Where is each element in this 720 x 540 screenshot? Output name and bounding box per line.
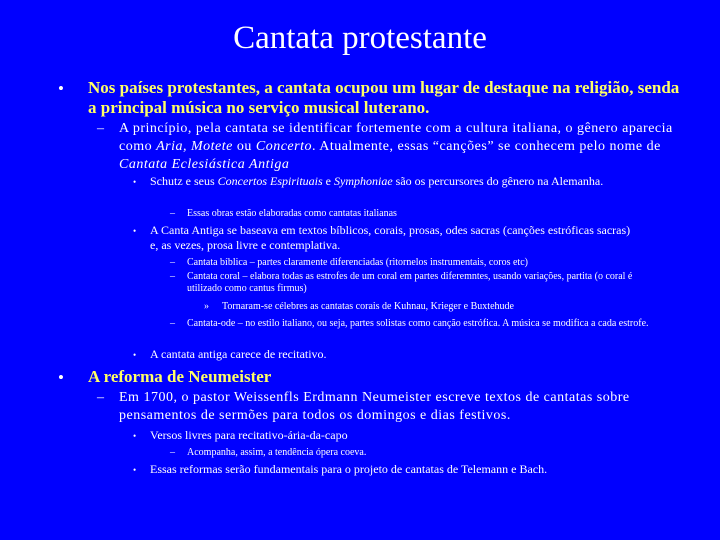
subbullet-schutz: Schutz e seus Concertos Espirituais e Symphoniae são os percursores do gênero na Alemanha.	[150, 174, 604, 188]
subbullet-neumeister-1700: Em 1700, o pastor Weissenfls Erdmann Neumeister escreve textos de cantatas sobre pensamentos de sermões para todos os domingos e dias festivos.	[119, 390, 630, 423]
subbullet-kuhnau: Tornaram-se célebres as cantatas corais de Kuhnau, Krieger e Buxtehude	[222, 301, 514, 312]
subbullet-telemann-bach: Essas reformas serão fundamentais para o projeto de cantatas de Telemann e Bach.	[150, 462, 548, 476]
dash-marker: –	[170, 447, 175, 458]
subbullet-recitativo: A cantata antiga carece de recitativo.	[150, 347, 327, 361]
dash-marker: –	[170, 271, 175, 282]
dash-marker: –	[97, 121, 105, 136]
subbullet-canta-antiga: A Canta Antiga se baseava em textos bíblicos, corais, prosas, odes sacras (canções estróficas sacras) e, as vezes, prosa livre e contemplativa.	[150, 223, 631, 252]
subbullet-principio: A princípio, pela cantata se identificar fortemente com a cultura italiana, o gênero aparecia como Aria, Motete ou Concerto. Atualmente, essas “canções” se conhecem pelo nome de Cantata Eclesiástica Antiga	[119, 121, 673, 172]
subbullet-cantata-coral: Cantata coral – elabora todas as estrofes de um coral em partes diferemntes, usando variações, partita (o coral é utilizado como cantus firmus)	[187, 271, 633, 294]
dash-marker: –	[97, 390, 105, 405]
bullet-marker: •	[133, 465, 137, 475]
bullet-reforma-neumeister: A reforma de Neumeister	[88, 367, 272, 386]
bullet-marker: •	[133, 177, 137, 187]
dash-marker: –	[170, 257, 175, 268]
bullet-marker: •	[133, 431, 137, 441]
subbullet-opera-coeva: Acompanha, assim, a tendência ópera coeva.	[187, 447, 367, 458]
bullet-marker: •	[58, 368, 64, 387]
raquo-marker: »	[204, 301, 209, 312]
subbullet-cantata-ode: Cantata-ode – no estilo italiano, ou seja, partes solistas como canção estrófica. A música se modifica a cada estrofe.	[187, 318, 649, 329]
bullet-cantata-destaque: Nos países protestantes, a cantata ocupou um lugar de destaque na religião, senda a principal música no serviço musical luterano.	[88, 78, 680, 117]
dash-marker: –	[170, 208, 175, 219]
bullet-marker: •	[133, 226, 137, 236]
bullet-marker: •	[133, 350, 137, 360]
subbullet-cantata-biblica: Cantata bíblica – partes claramente diferenciadas (ritornelos instrumentais, coros etc)	[187, 257, 528, 268]
dash-marker: –	[170, 318, 175, 329]
bullet-marker: •	[58, 79, 64, 98]
subbullet-versos-livres: Versos livres para recitativo-ária-da-capo	[150, 428, 348, 442]
subbullet-obras-italianas: Essas obras estão elaboradas como cantatas italianas	[187, 208, 397, 219]
slide-title: Cantata protestante	[233, 20, 487, 56]
